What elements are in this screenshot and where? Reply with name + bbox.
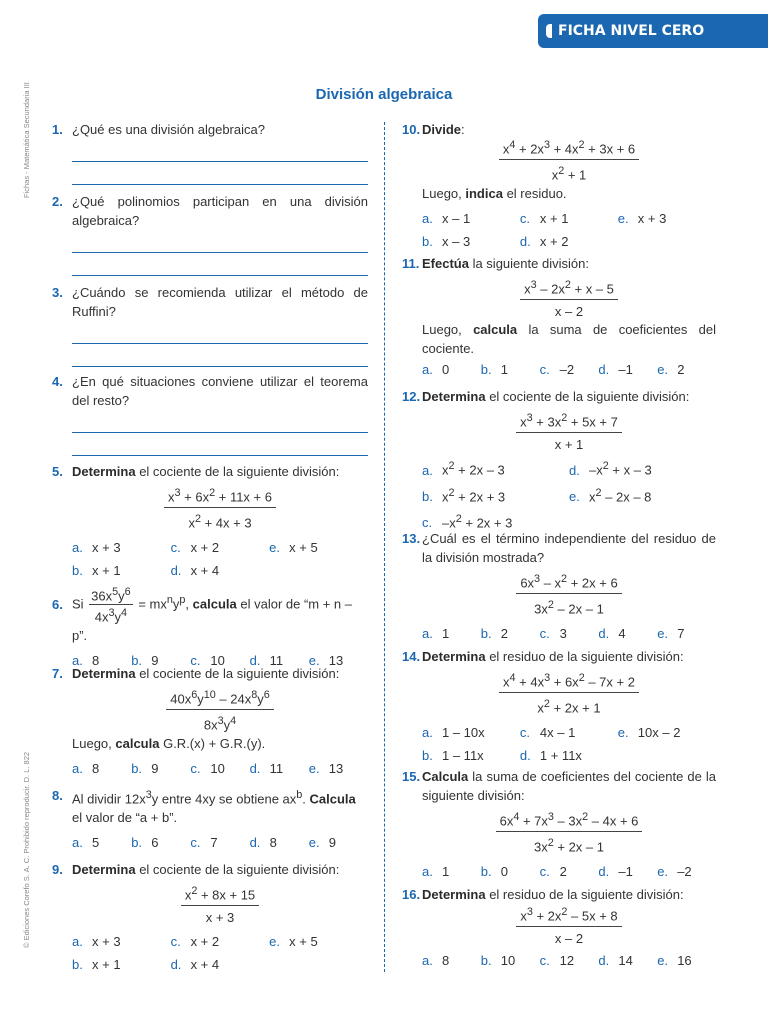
question-text: ¿En qué situaciones conviene utilizar el teorema del resto? [72, 374, 368, 408]
keyword: Determina [72, 862, 136, 877]
option-a[interactable]: a. x + 3 [72, 539, 121, 555]
question-8 [52, 786, 368, 854]
answer-options [422, 358, 716, 381]
option-c[interactable]: c. 7 [190, 835, 218, 851]
question-text: Divide: [422, 122, 465, 137]
answer-options [72, 930, 368, 976]
option-a[interactable]: a. 1 [422, 625, 450, 641]
question-15 [402, 767, 716, 883]
question-2 [52, 192, 368, 276]
option-e[interactable]: e. x + 5 [269, 934, 318, 950]
answer-line[interactable] [72, 162, 368, 185]
question-9 [52, 860, 368, 976]
option-c[interactable]: c. 10 [190, 652, 225, 668]
option-c[interactable]: c. 12 [539, 953, 575, 969]
question-7 [52, 664, 368, 780]
option-e[interactable]: e. 9 [308, 835, 336, 851]
option-d[interactable]: d. 14 [598, 953, 633, 969]
division-expression: $6x^3 - x^2 + 2x + 6$ $3x^2 - 2x - 1$ [516, 571, 621, 618]
keyword: calcula [192, 596, 237, 612]
question-number: 2. [52, 194, 63, 209]
option-c[interactable]: c. 2 [539, 863, 567, 879]
question-followup: Luego, indica el residuo. [422, 185, 567, 201]
answer-options [52, 831, 368, 854]
question-text: Determina el residuo de la siguiente división: [422, 649, 684, 664]
question-text: Determina el cociente de la siguiente división: [72, 862, 340, 877]
question-number: 1. [52, 122, 63, 137]
answer-line[interactable] [72, 433, 368, 456]
option-a[interactable]: a. 8 [72, 652, 100, 668]
option-b[interactable]: b. 9 [131, 652, 159, 668]
answer-line[interactable] [72, 344, 368, 367]
question-number: 11. [402, 256, 420, 271]
division-expression: $6x^4 + 7x^3 - 3x^2 - 4x + 6$ $3x^2 + 2x - 1$ [496, 809, 643, 856]
question-11 [402, 254, 716, 381]
option-a[interactable]: a. $x^2 + 2x - 3$ [422, 460, 505, 478]
option-d[interactable]: d. –1 [598, 362, 633, 378]
question-4 [52, 372, 368, 456]
question-13 [402, 529, 716, 645]
option-c[interactable]: c. 4x – 1 [519, 724, 576, 740]
option-b[interactable]: b. 2 [480, 625, 509, 641]
option-b[interactable]: b. x – 3 [422, 233, 471, 249]
answer-options [422, 860, 716, 883]
question-text: Determina el residuo de la siguiente división: [422, 887, 684, 902]
keyword: Determina [422, 389, 486, 404]
option-e[interactable]: e. x + 5 [269, 539, 318, 555]
division-expression: $x^2 + 8x + 15$ x + 3 [181, 883, 259, 926]
question-text: ¿Qué es una división algebraica? [72, 122, 265, 137]
option-e[interactable]: e. 7 [657, 625, 685, 641]
answer-line[interactable] [72, 410, 368, 433]
answer-options [422, 721, 716, 767]
division-expression: $x^3 - 2x^2 + x - 5$ x – 2 [520, 277, 618, 320]
option-c[interactable]: c. x + 2 [170, 934, 220, 950]
badge-marker-icon [546, 24, 552, 38]
question-text: Al dividir $12x^3y$ entre 4xy se obtiene $ax^b$. Calcula el valor de “a + b”. [72, 789, 356, 826]
question-text: Determina el cociente de la siguiente división: [72, 666, 340, 681]
option-c[interactable]: c. x + 1 [519, 210, 569, 226]
option-a[interactable]: a. 8 [422, 953, 450, 969]
keyword: Efectúa [422, 256, 469, 271]
question-10 [402, 120, 716, 253]
division-expression: $x^4 + 4x^3 + 6x^2 - 7x + 2$ $x^2 + 2x + 1$ [499, 670, 639, 717]
question-followup: Luego, calcula la suma de coeficientes del cociente. [422, 322, 716, 357]
answer-line[interactable] [72, 321, 368, 344]
option-e[interactable]: e. $x^2 - 2x - 8$ [569, 486, 652, 504]
option-e[interactable]: e. 10x – 2 [617, 724, 681, 740]
option-d[interactable]: d. 8 [249, 835, 277, 851]
question-followup: Luego, calcula G.R.(x) + G.R.(y). [72, 735, 266, 751]
column-divider [384, 122, 385, 972]
option-a[interactable]: a. 1 [422, 863, 450, 879]
option-b[interactable]: b. x + 1 [72, 957, 121, 973]
option-d[interactable]: d. 1 + 11x [519, 747, 582, 763]
level-badge [538, 14, 768, 48]
option-b[interactable]: b. 9 [131, 760, 159, 776]
question-text: ¿Cuál es el término independiente del residuo de la división mostrada? [422, 531, 716, 565]
question-number: 10. [402, 122, 421, 137]
keyword: Divide [422, 122, 462, 137]
option-a[interactable]: a. 5 [72, 835, 100, 851]
answer-options [422, 207, 716, 253]
option-d[interactable]: d. –1 [598, 863, 633, 879]
option-a[interactable]: a. 8 [72, 760, 100, 776]
question-6 [52, 584, 368, 672]
option-d[interactable]: d. x + 4 [170, 957, 220, 973]
answer-options [422, 622, 716, 645]
side-caption-bottom: © Ediciones Corefo S. A. C. Prohibido reproducir. D. L. 822 [22, 751, 31, 948]
badge-label: FICHA NIVEL CERO [558, 23, 705, 39]
option-b[interactable]: b. $x^2 + 2x + 3$ [422, 486, 506, 504]
option-e[interactable]: e. 13 [308, 760, 344, 776]
option-e[interactable]: e. –2 [657, 863, 692, 879]
question-text: ¿Cuándo se recomienda utilizar el método de Ruffini? [72, 285, 368, 319]
division-expression: $x^3 + 3x^2 + 5x + 7$ x + 1 [516, 410, 622, 453]
answer-line[interactable] [72, 230, 368, 253]
side-caption-top: Fichas - Matemática Secundaria III [22, 82, 31, 198]
question-text: Determina el cociente de la siguiente división: [72, 464, 340, 479]
option-b[interactable]: b. 6 [131, 835, 159, 851]
keyword: Determina [422, 649, 486, 664]
division-expression: $x^4 + 2x^3 + 4x^2 + 3x + 6$ $x^2 + 1$ [499, 137, 639, 184]
question-number: 14. [402, 649, 421, 664]
answer-options [72, 536, 368, 582]
question-number: 8. [52, 788, 63, 803]
option-b[interactable]: b. 1 [480, 362, 509, 378]
option-e[interactable]: e. 16 [657, 953, 692, 969]
question-number: 5. [52, 464, 63, 479]
question-number: 3. [52, 285, 63, 300]
option-b[interactable]: b. x + 1 [72, 562, 121, 578]
division-expression: $x^3 + 2x^2 - 5x + 8$ x – 2 [516, 904, 621, 947]
option-c[interactable]: c. 10 [190, 760, 225, 776]
division-expression: $40x^6y^{10} - 24x^8y^6$ $8x^3y^4$ [166, 687, 274, 734]
keyword: Calcula [309, 791, 356, 807]
option-c[interactable]: c. $-x^2 + 2x + 3$ [422, 512, 513, 531]
question-number: 13. [402, 531, 421, 546]
question-text: Si $\frac{36x^5y^6}{4x^3y^4}$ = $mx^ny^p$, calcula el valor de “m + n – p”. [72, 586, 352, 643]
option-d[interactable]: d. $-x^2 + x - 3$ [569, 460, 652, 478]
keyword: Determina [72, 666, 136, 681]
option-b[interactable]: b. 1 – 11x [422, 747, 484, 763]
question-number: 9. [52, 862, 63, 877]
question-3 [52, 283, 368, 367]
question-number: 6. [52, 597, 63, 612]
option-d[interactable]: d. 11 [249, 760, 284, 776]
option-e[interactable]: e. 2 [657, 362, 685, 378]
option-d[interactable]: d. x + 4 [170, 562, 220, 578]
option-d[interactable]: d. x + 2 [519, 233, 569, 249]
keyword: Calcula [422, 769, 469, 784]
inline-fraction: $\frac{36x^5y^6}{4x^3y^4}$ [91, 586, 131, 625]
option-e[interactable]: e. x + 3 [617, 210, 667, 226]
answer-line[interactable] [72, 253, 368, 276]
option-d[interactable]: d. 4 [598, 625, 626, 641]
answer-options [72, 757, 368, 780]
option-d[interactable]: d. 11 [249, 652, 284, 668]
question-text: ¿Qué polinomios participan en una división algebraica? [72, 194, 368, 228]
answer-options [422, 949, 716, 972]
question-number: 7. [52, 666, 63, 681]
question-text: Determina el cociente de la siguiente división: [422, 389, 690, 404]
question-number: 4. [52, 374, 63, 389]
keyword: Determina [422, 887, 486, 902]
option-c[interactable]: c. x + 2 [170, 539, 220, 555]
question-text: Calcula la suma de coeficientes del cociente de la siguiente división: [422, 769, 716, 803]
question-14 [402, 647, 716, 767]
option-a[interactable]: a. x + 3 [72, 934, 121, 950]
option-a[interactable]: a. 1 – 10x [422, 724, 485, 740]
question-5 [52, 462, 368, 582]
question-16 [402, 885, 716, 972]
option-b[interactable]: b. 0 [480, 863, 509, 879]
answer-options [422, 455, 716, 534]
option-a[interactable]: a. 0 [422, 362, 450, 378]
option-e[interactable]: e. 13 [308, 652, 344, 668]
question-text: Efectúa la siguiente división: [422, 256, 589, 271]
option-a[interactable]: a. x – 1 [422, 210, 471, 226]
option-c[interactable]: c. –2 [539, 362, 575, 378]
question-12 [402, 387, 716, 534]
question-number: 15. [402, 769, 421, 784]
keyword: Determina [72, 464, 136, 479]
question-1 [52, 120, 368, 185]
page-title: División algebraica [315, 86, 453, 103]
question-number: 12. [402, 389, 421, 404]
option-b[interactable]: b. 10 [480, 953, 516, 969]
division-expression: $x^3 + 6x^2 + 11x + 6$ $x^2 + 4x + 3$ [164, 485, 276, 532]
option-c[interactable]: c. 3 [539, 625, 567, 641]
answer-line[interactable] [72, 139, 368, 162]
question-number: 16. [402, 887, 421, 902]
